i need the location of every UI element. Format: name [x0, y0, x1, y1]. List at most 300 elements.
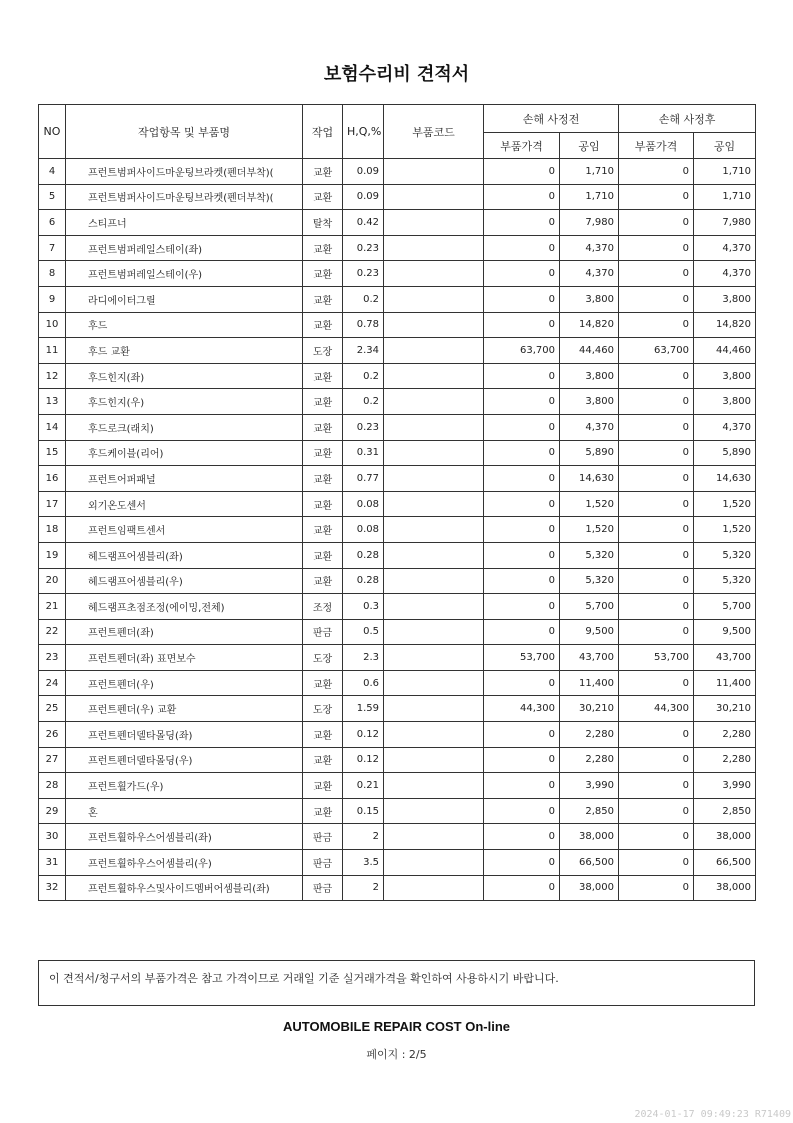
- row-before-part-price: 0: [484, 210, 560, 236]
- row-no: 26: [39, 722, 66, 748]
- row-after-part-price: 53,700: [619, 645, 694, 671]
- row-before-part-price: 0: [484, 850, 560, 876]
- row-after-part-price: 0: [619, 159, 694, 185]
- row-after-part-price: 0: [619, 747, 694, 773]
- row-after-labor: 1,710: [694, 184, 756, 210]
- row-no: 8: [39, 261, 66, 287]
- row-item-name: 프런트펜더(좌) 표면보수: [66, 645, 303, 671]
- row-after-labor: 1,520: [694, 491, 756, 517]
- row-before-part-price: 0: [484, 773, 560, 799]
- row-part-code: [384, 645, 484, 671]
- table-row: [39, 696, 756, 722]
- header-after-adjustment: 손해 사정후: [619, 105, 756, 133]
- row-work-type: 교환: [303, 747, 343, 773]
- row-before-part-price: 63,700: [484, 338, 560, 364]
- row-before-part-price: 0: [484, 286, 560, 312]
- row-after-part-price: 0: [619, 773, 694, 799]
- row-part-code: [384, 670, 484, 696]
- row-part-code: [384, 440, 484, 466]
- row-before-part-price: 53,700: [484, 645, 560, 671]
- table-row: [39, 210, 756, 236]
- row-work-type: 교환: [303, 363, 343, 389]
- row-item-name: 프런트범퍼레일스테이(좌): [66, 235, 303, 261]
- row-no: 4: [39, 159, 66, 185]
- print-timestamp: 2024-01-17 09:49:23 R71409: [634, 1109, 791, 1120]
- row-after-labor: 1,520: [694, 517, 756, 543]
- row-before-labor: 3,800: [560, 363, 619, 389]
- page-indicator: 페이지 : 2/5: [366, 1048, 427, 1061]
- row-part-code: [384, 773, 484, 799]
- price-notice: 이 견적서/청구서의 부품가격은 참고 가격이므로 거래일 기준 실거래가격을 확인하여 사용하시기 바랍니다.: [38, 960, 755, 1006]
- row-after-part-price: 44,300: [619, 696, 694, 722]
- row-hq: 0.3: [343, 594, 384, 620]
- row-work-type: 교환: [303, 440, 343, 466]
- row-after-labor: 5,890: [694, 440, 756, 466]
- row-no: 31: [39, 850, 66, 876]
- row-item-name: 후드케이블(리어): [66, 440, 303, 466]
- header-work: 작업: [303, 105, 343, 159]
- row-before-labor: 2,280: [560, 722, 619, 748]
- row-before-labor: 11,400: [560, 670, 619, 696]
- row-work-type: 교환: [303, 235, 343, 261]
- row-item-name: 혼: [66, 798, 303, 824]
- row-after-part-price: 0: [619, 491, 694, 517]
- row-after-labor: 5,320: [694, 542, 756, 568]
- row-after-labor: 2,280: [694, 722, 756, 748]
- row-after-part-price: 0: [619, 670, 694, 696]
- row-item-name: 헤드램프어셈블리(좌): [66, 542, 303, 568]
- row-no: 13: [39, 389, 66, 415]
- row-hq: 0.77: [343, 466, 384, 492]
- row-hq: 0.09: [343, 159, 384, 185]
- row-hq: 0.28: [343, 542, 384, 568]
- row-work-type: 교환: [303, 773, 343, 799]
- row-no: 29: [39, 798, 66, 824]
- row-item-name: 프런트임팩트센서: [66, 517, 303, 543]
- row-before-part-price: 0: [484, 491, 560, 517]
- header-after-part-price: 부품가격: [619, 133, 694, 159]
- row-hq: 0.31: [343, 440, 384, 466]
- row-hq: 0.28: [343, 568, 384, 594]
- row-work-type: 도장: [303, 696, 343, 722]
- table-row: [39, 389, 756, 415]
- row-after-part-price: 0: [619, 875, 694, 901]
- row-hq: 0.42: [343, 210, 384, 236]
- row-work-type: 탈착: [303, 210, 343, 236]
- table-row: [39, 261, 756, 287]
- row-part-code: [384, 824, 484, 850]
- row-hq: 1.59: [343, 696, 384, 722]
- row-no: 5: [39, 184, 66, 210]
- row-no: 6: [39, 210, 66, 236]
- row-no: 20: [39, 568, 66, 594]
- row-after-labor: 5,700: [694, 594, 756, 620]
- row-before-labor: 14,820: [560, 312, 619, 338]
- row-after-labor: 2,280: [694, 747, 756, 773]
- row-before-labor: 5,700: [560, 594, 619, 620]
- row-after-part-price: 0: [619, 363, 694, 389]
- row-before-part-price: 0: [484, 747, 560, 773]
- row-before-labor: 30,210: [560, 696, 619, 722]
- row-after-labor: 3,800: [694, 286, 756, 312]
- row-hq: 0.15: [343, 798, 384, 824]
- row-before-part-price: 0: [484, 824, 560, 850]
- row-before-labor: 5,320: [560, 568, 619, 594]
- row-work-type: 조정: [303, 594, 343, 620]
- row-before-labor: 2,280: [560, 747, 619, 773]
- row-work-type: 교환: [303, 798, 343, 824]
- row-before-labor: 1,520: [560, 491, 619, 517]
- table-row: [39, 491, 756, 517]
- row-before-part-price: 0: [484, 594, 560, 620]
- row-no: 25: [39, 696, 66, 722]
- row-after-labor: 38,000: [694, 875, 756, 901]
- row-before-part-price: 0: [484, 722, 560, 748]
- row-no: 22: [39, 619, 66, 645]
- row-hq: 2: [343, 824, 384, 850]
- row-part-code: [384, 338, 484, 364]
- row-after-part-price: 0: [619, 542, 694, 568]
- row-hq: 0.23: [343, 235, 384, 261]
- row-item-name: 프런트휠하우스어셈블리(우): [66, 850, 303, 876]
- row-before-labor: 2,850: [560, 798, 619, 824]
- row-before-labor: 4,370: [560, 414, 619, 440]
- row-item-name: 프런트휠하우스및사이드멤버어셈블리(좌): [66, 875, 303, 901]
- row-part-code: [384, 542, 484, 568]
- row-no: 7: [39, 235, 66, 261]
- header-part-code: 부품코드: [384, 105, 484, 159]
- table-row: [39, 798, 756, 824]
- row-before-labor: 4,370: [560, 235, 619, 261]
- row-after-labor: 4,370: [694, 414, 756, 440]
- row-item-name: 라디에이터그릴: [66, 286, 303, 312]
- row-after-part-price: 0: [619, 619, 694, 645]
- row-before-labor: 44,460: [560, 338, 619, 364]
- row-part-code: [384, 466, 484, 492]
- table-row: [39, 722, 756, 748]
- row-before-part-price: 0: [484, 235, 560, 261]
- row-before-part-price: 0: [484, 798, 560, 824]
- row-after-part-price: 0: [619, 440, 694, 466]
- row-work-type: 교환: [303, 517, 343, 543]
- row-item-name: 프런트범퍼사이드마운팅브라켓(펜더부착)(: [66, 184, 303, 210]
- row-before-part-price: 0: [484, 184, 560, 210]
- row-before-labor: 38,000: [560, 875, 619, 901]
- row-after-labor: 4,370: [694, 235, 756, 261]
- row-item-name: 헤드램프어셈블리(우): [66, 568, 303, 594]
- table-row: [39, 875, 756, 901]
- table-row: [39, 850, 756, 876]
- row-before-labor: 9,500: [560, 619, 619, 645]
- table-row: [39, 466, 756, 492]
- row-after-labor: 1,710: [694, 159, 756, 185]
- row-after-part-price: 0: [619, 210, 694, 236]
- row-no: 11: [39, 338, 66, 364]
- row-work-type: 도장: [303, 338, 343, 364]
- header-hq: H,Q,%: [343, 105, 384, 159]
- row-no: 30: [39, 824, 66, 850]
- row-item-name: 후드힌지(좌): [66, 363, 303, 389]
- row-hq: 0.2: [343, 389, 384, 415]
- table-row: [39, 235, 756, 261]
- row-after-labor: 3,800: [694, 363, 756, 389]
- row-after-labor: 2,850: [694, 798, 756, 824]
- header-before-labor: 공임: [560, 133, 619, 159]
- row-before-labor: 38,000: [560, 824, 619, 850]
- row-before-labor: 5,320: [560, 542, 619, 568]
- row-before-part-price: 0: [484, 363, 560, 389]
- row-item-name: 프런트휠가드(우): [66, 773, 303, 799]
- row-before-labor: 14,630: [560, 466, 619, 492]
- row-before-part-price: 0: [484, 517, 560, 543]
- row-before-labor: 1,710: [560, 159, 619, 185]
- header-item: 작업항목 및 부품명: [66, 105, 303, 159]
- row-part-code: [384, 798, 484, 824]
- row-before-labor: 3,800: [560, 389, 619, 415]
- row-after-part-price: 0: [619, 517, 694, 543]
- row-no: 15: [39, 440, 66, 466]
- row-after-part-price: 0: [619, 414, 694, 440]
- row-work-type: 판금: [303, 824, 343, 850]
- row-after-part-price: 0: [619, 286, 694, 312]
- row-item-name: 후드힌지(우): [66, 389, 303, 415]
- row-no: 16: [39, 466, 66, 492]
- table-row: [39, 645, 756, 671]
- row-before-labor: 4,370: [560, 261, 619, 287]
- row-part-code: [384, 491, 484, 517]
- row-hq: 0.78: [343, 312, 384, 338]
- row-after-labor: 38,000: [694, 824, 756, 850]
- row-before-part-price: 0: [484, 466, 560, 492]
- row-no: 27: [39, 747, 66, 773]
- row-before-labor: 3,800: [560, 286, 619, 312]
- row-after-part-price: 0: [619, 312, 694, 338]
- row-before-part-price: 44,300: [484, 696, 560, 722]
- row-part-code: [384, 414, 484, 440]
- row-part-code: [384, 363, 484, 389]
- row-after-labor: 66,500: [694, 850, 756, 876]
- row-part-code: [384, 184, 484, 210]
- row-before-part-price: 0: [484, 261, 560, 287]
- row-work-type: 교환: [303, 568, 343, 594]
- row-before-part-price: 0: [484, 414, 560, 440]
- row-part-code: [384, 517, 484, 543]
- row-hq: 0.6: [343, 670, 384, 696]
- row-after-labor: 44,460: [694, 338, 756, 364]
- row-work-type: 교환: [303, 491, 343, 517]
- row-no: 28: [39, 773, 66, 799]
- estimate-rows: [39, 159, 756, 901]
- row-work-type: 판금: [303, 619, 343, 645]
- row-hq: 0.12: [343, 722, 384, 748]
- row-before-part-price: 0: [484, 568, 560, 594]
- row-hq: 0.09: [343, 184, 384, 210]
- table-row: [39, 594, 756, 620]
- row-before-labor: 1,710: [560, 184, 619, 210]
- row-after-part-price: 0: [619, 389, 694, 415]
- row-no: 18: [39, 517, 66, 543]
- row-before-labor: 7,980: [560, 210, 619, 236]
- row-no: 19: [39, 542, 66, 568]
- row-after-part-price: 0: [619, 824, 694, 850]
- table-row: [39, 338, 756, 364]
- row-hq: 0.5: [343, 619, 384, 645]
- row-item-name: 헤드램프초점조정(에이밍,전체): [66, 594, 303, 620]
- row-hq: 3.5: [343, 850, 384, 876]
- row-no: 24: [39, 670, 66, 696]
- table-row: [39, 184, 756, 210]
- row-before-labor: 5,890: [560, 440, 619, 466]
- row-before-part-price: 0: [484, 440, 560, 466]
- row-item-name: 프런트범퍼레일스테이(우): [66, 261, 303, 287]
- row-work-type: 교환: [303, 722, 343, 748]
- row-item-name: 프런트어퍼패널: [66, 466, 303, 492]
- row-before-part-price: 0: [484, 159, 560, 185]
- row-hq: 2.3: [343, 645, 384, 671]
- row-item-name: 스티프너: [66, 210, 303, 236]
- row-item-name: 후드 교환: [66, 338, 303, 364]
- row-work-type: 판금: [303, 875, 343, 901]
- footer-title: AUTOMOBILE REPAIR COST On-line: [282, 1019, 511, 1034]
- row-item-name: 프런트펜더델타몰딩(좌): [66, 722, 303, 748]
- row-no: 10: [39, 312, 66, 338]
- row-work-type: 교환: [303, 670, 343, 696]
- row-before-part-price: 0: [484, 312, 560, 338]
- header-no: NO: [39, 105, 66, 159]
- row-work-type: 판금: [303, 850, 343, 876]
- row-before-labor: 43,700: [560, 645, 619, 671]
- row-part-code: [384, 619, 484, 645]
- row-after-part-price: 0: [619, 466, 694, 492]
- row-after-labor: 11,400: [694, 670, 756, 696]
- row-after-labor: 14,630: [694, 466, 756, 492]
- row-work-type: 교환: [303, 389, 343, 415]
- table-row: [39, 517, 756, 543]
- row-item-name: 프런트펜더(우) 교환: [66, 696, 303, 722]
- row-before-part-price: 0: [484, 389, 560, 415]
- row-before-labor: 3,990: [560, 773, 619, 799]
- row-item-name: 프런트펜더델타몰딩(우): [66, 747, 303, 773]
- row-hq: 0.21: [343, 773, 384, 799]
- row-after-part-price: 63,700: [619, 338, 694, 364]
- row-part-code: [384, 261, 484, 287]
- row-item-name: 외기온도센서: [66, 491, 303, 517]
- row-hq: 0.2: [343, 286, 384, 312]
- row-part-code: [384, 696, 484, 722]
- row-work-type: 교환: [303, 542, 343, 568]
- row-before-part-price: 0: [484, 619, 560, 645]
- row-hq: 0.23: [343, 261, 384, 287]
- row-item-name: 프런트범퍼사이드마운팅브라켓(펜더부착)(: [66, 159, 303, 185]
- table-row: [39, 286, 756, 312]
- table-row: [39, 542, 756, 568]
- estimate-table: [38, 104, 756, 901]
- row-work-type: 교환: [303, 312, 343, 338]
- header-before-adjustment: 손해 사정전: [484, 105, 619, 133]
- row-hq: 0.08: [343, 517, 384, 543]
- row-after-labor: 7,980: [694, 210, 756, 236]
- row-item-name: 프런트펜더(좌): [66, 619, 303, 645]
- row-after-labor: 3,800: [694, 389, 756, 415]
- row-item-name: 후드: [66, 312, 303, 338]
- table-row: [39, 619, 756, 645]
- row-work-type: 교환: [303, 414, 343, 440]
- row-hq: 2: [343, 875, 384, 901]
- row-part-code: [384, 722, 484, 748]
- row-before-part-price: 0: [484, 542, 560, 568]
- row-part-code: [384, 747, 484, 773]
- table-row: [39, 670, 756, 696]
- row-work-type: 교환: [303, 286, 343, 312]
- row-after-labor: 5,320: [694, 568, 756, 594]
- row-after-part-price: 0: [619, 722, 694, 748]
- row-part-code: [384, 850, 484, 876]
- row-before-part-price: 0: [484, 875, 560, 901]
- row-after-labor: 3,990: [694, 773, 756, 799]
- row-before-labor: 1,520: [560, 517, 619, 543]
- table-row: [39, 312, 756, 338]
- row-after-part-price: 0: [619, 261, 694, 287]
- row-after-labor: 4,370: [694, 261, 756, 287]
- row-part-code: [384, 594, 484, 620]
- row-no: 23: [39, 645, 66, 671]
- table-row: [39, 414, 756, 440]
- row-no: 32: [39, 875, 66, 901]
- table-row: [39, 440, 756, 466]
- row-work-type: 도장: [303, 645, 343, 671]
- row-hq: 0.2: [343, 363, 384, 389]
- table-row: [39, 363, 756, 389]
- row-after-part-price: 0: [619, 235, 694, 261]
- row-part-code: [384, 568, 484, 594]
- row-work-type: 교환: [303, 159, 343, 185]
- row-after-part-price: 0: [619, 594, 694, 620]
- table-row: [39, 824, 756, 850]
- row-no: 9: [39, 286, 66, 312]
- row-work-type: 교환: [303, 184, 343, 210]
- row-no: 17: [39, 491, 66, 517]
- row-after-part-price: 0: [619, 798, 694, 824]
- row-item-name: 프런트휠하우스어셈블리(좌): [66, 824, 303, 850]
- row-part-code: [384, 312, 484, 338]
- table-row: [39, 568, 756, 594]
- header-after-labor: 공임: [694, 133, 756, 159]
- row-after-labor: 30,210: [694, 696, 756, 722]
- row-work-type: 교환: [303, 466, 343, 492]
- row-part-code: [384, 875, 484, 901]
- row-item-name: 프런트펜더(우): [66, 670, 303, 696]
- row-part-code: [384, 286, 484, 312]
- row-hq: 2.34: [343, 338, 384, 364]
- row-no: 12: [39, 363, 66, 389]
- row-no: 14: [39, 414, 66, 440]
- row-part-code: [384, 235, 484, 261]
- row-before-part-price: 0: [484, 670, 560, 696]
- row-no: 21: [39, 594, 66, 620]
- document-title: 보험수리비 견적서: [323, 64, 470, 85]
- row-part-code: [384, 159, 484, 185]
- header-before-part-price: 부품가격: [484, 133, 560, 159]
- table-row: [39, 159, 756, 185]
- table-row: [39, 773, 756, 799]
- row-after-labor: 14,820: [694, 312, 756, 338]
- row-after-labor: 9,500: [694, 619, 756, 645]
- row-hq: 0.08: [343, 491, 384, 517]
- row-after-labor: 43,700: [694, 645, 756, 671]
- row-after-part-price: 0: [619, 850, 694, 876]
- row-hq: 0.23: [343, 414, 384, 440]
- row-item-name: 후드로크(래치): [66, 414, 303, 440]
